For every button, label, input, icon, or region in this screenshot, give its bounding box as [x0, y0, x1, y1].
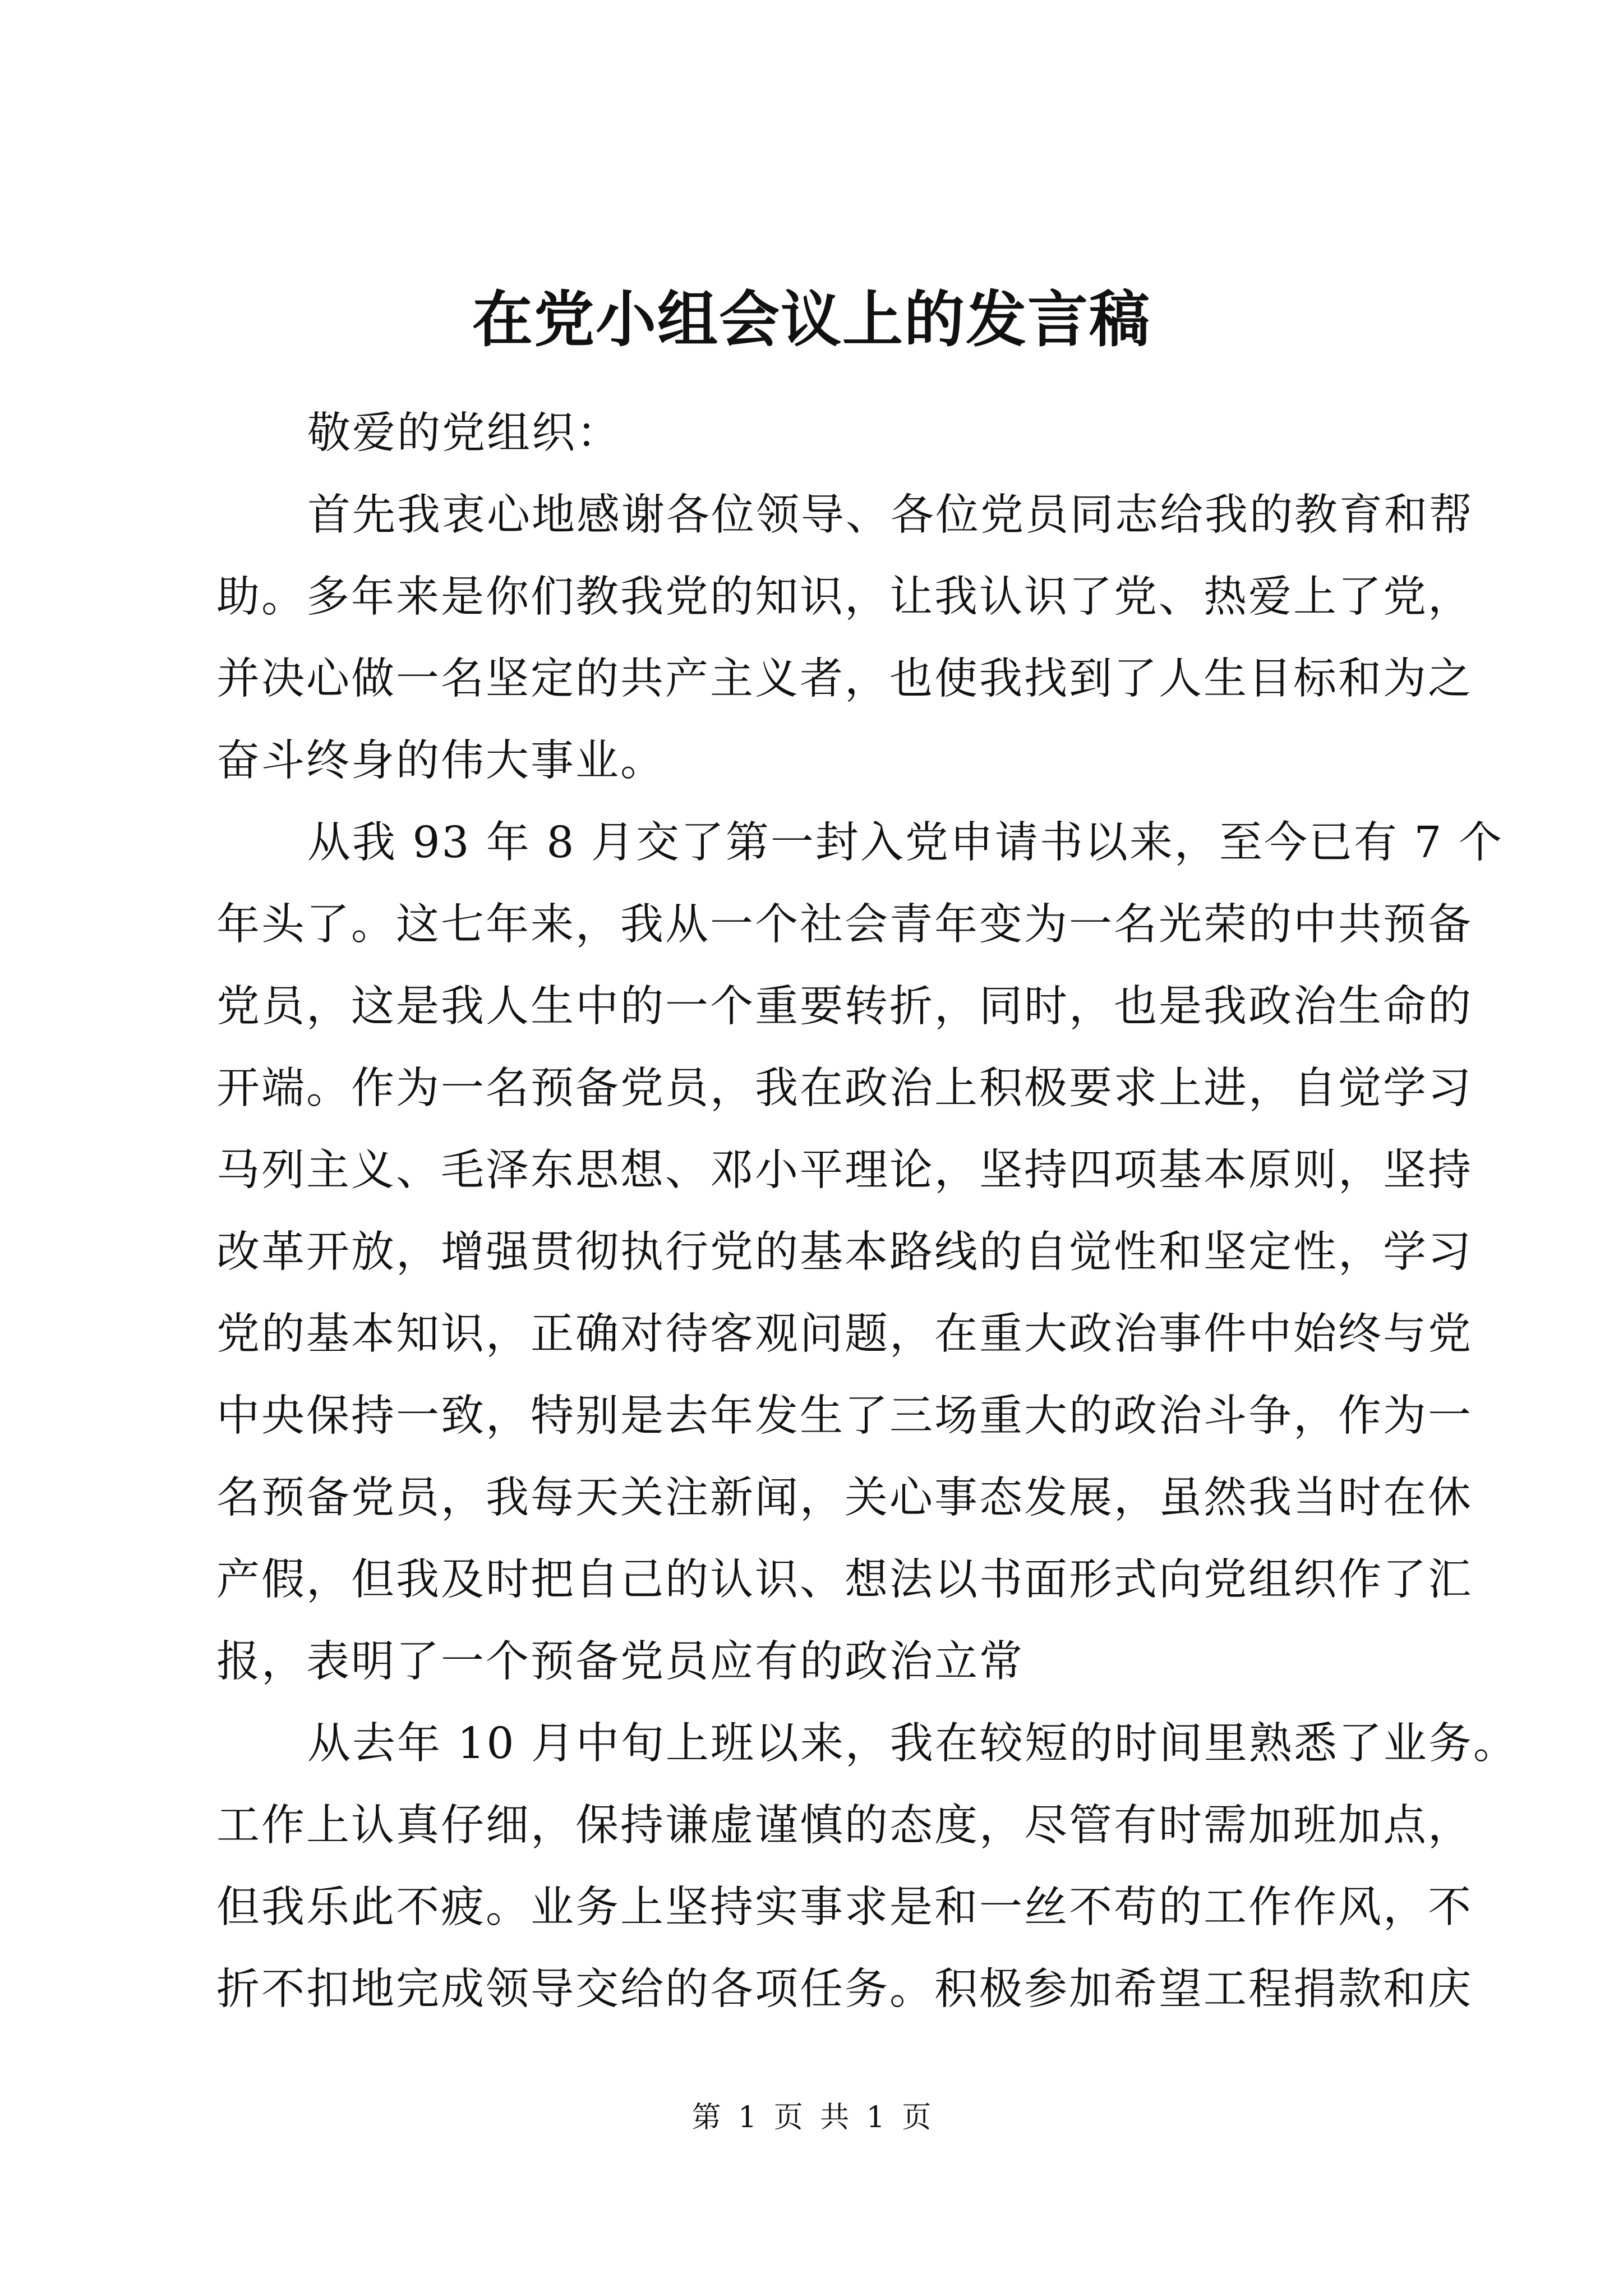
page-number-footer: 第 1 页 共 1 页 — [691, 2101, 932, 2134]
document-title: 在党小组会议上的发言稿 — [472, 284, 1151, 355]
paragraph-line: 党员，这是我人生中的一个重要转折，同时，也是我政治生命的 — [216, 982, 1473, 1032]
paragraph-line: 首先我衷心地感谢各位领导、各位党员同志给我的教育和帮 — [307, 490, 1474, 540]
paragraph-line: 折不扣地完成领导交给的各项任务。积极参加希望工程捐款和庆 — [216, 1964, 1473, 2014]
paragraph-line: 从我 93 年 8 月交了第一封入党申请书以来，至今已有 7 个 — [307, 818, 1504, 868]
paragraph-line: 奋斗终身的伟大事业。 — [216, 736, 665, 786]
document-body — [216, 393, 1518, 2031]
paragraph-line: 助。多年来是你们教我党的知识，让我认识了党、热爱上了党， — [216, 572, 1473, 622]
paragraph-line: 党的基本知识，正确对待客观问题，在重大政治事件中始终与党 — [216, 1309, 1473, 1359]
paragraph-line: 年头了。这七年来，我从一个社会青年变为一名光荣的中共预备 — [216, 900, 1473, 950]
paragraph-line: 产假，但我及时把自己的认识、想法以书面形式向党组织作了汇 — [216, 1555, 1473, 1605]
paragraph-line: 并决心做一名坚定的共产主义者，也使我找到了人生目标和为之 — [216, 654, 1473, 704]
paragraph-line: 开端。作为一名预备党员，我在政治上积极要求上进，自觉学习 — [216, 1064, 1473, 1114]
paragraph-line: 但我乐此不疲。业务上坚持实事求是和一丝不苟的工作作风，不 — [216, 1883, 1473, 1932]
paragraph-line: 报，表明了一个预备党员应有的政治立常 — [216, 1637, 1024, 1687]
paragraph-line: 工作上认真仔细，保持谦虚谨慎的态度，尽管有时需加班加点， — [216, 1801, 1473, 1851]
salutation-line: 敬爱的党组织： — [307, 408, 621, 458]
paragraph-line: 从去年 10 月中旬上班以来，我在较短的时间里熟悉了业务。 — [307, 1719, 1518, 1769]
paragraph-line: 马列主义、毛泽东思想、邓小平理论，坚持四项基本原则，坚持 — [216, 1145, 1473, 1195]
paragraph-line: 改革开放，增强贯彻执行党的基本路线的自觉性和坚定性，学习 — [216, 1227, 1473, 1277]
paragraph-line: 中央保持一致，特别是去年发生了三场重大的政治斗争，作为一 — [216, 1391, 1473, 1441]
paragraph-line: 名预备党员，我每天关注新闻，关心事态发展，虽然我当时在休 — [216, 1473, 1473, 1523]
